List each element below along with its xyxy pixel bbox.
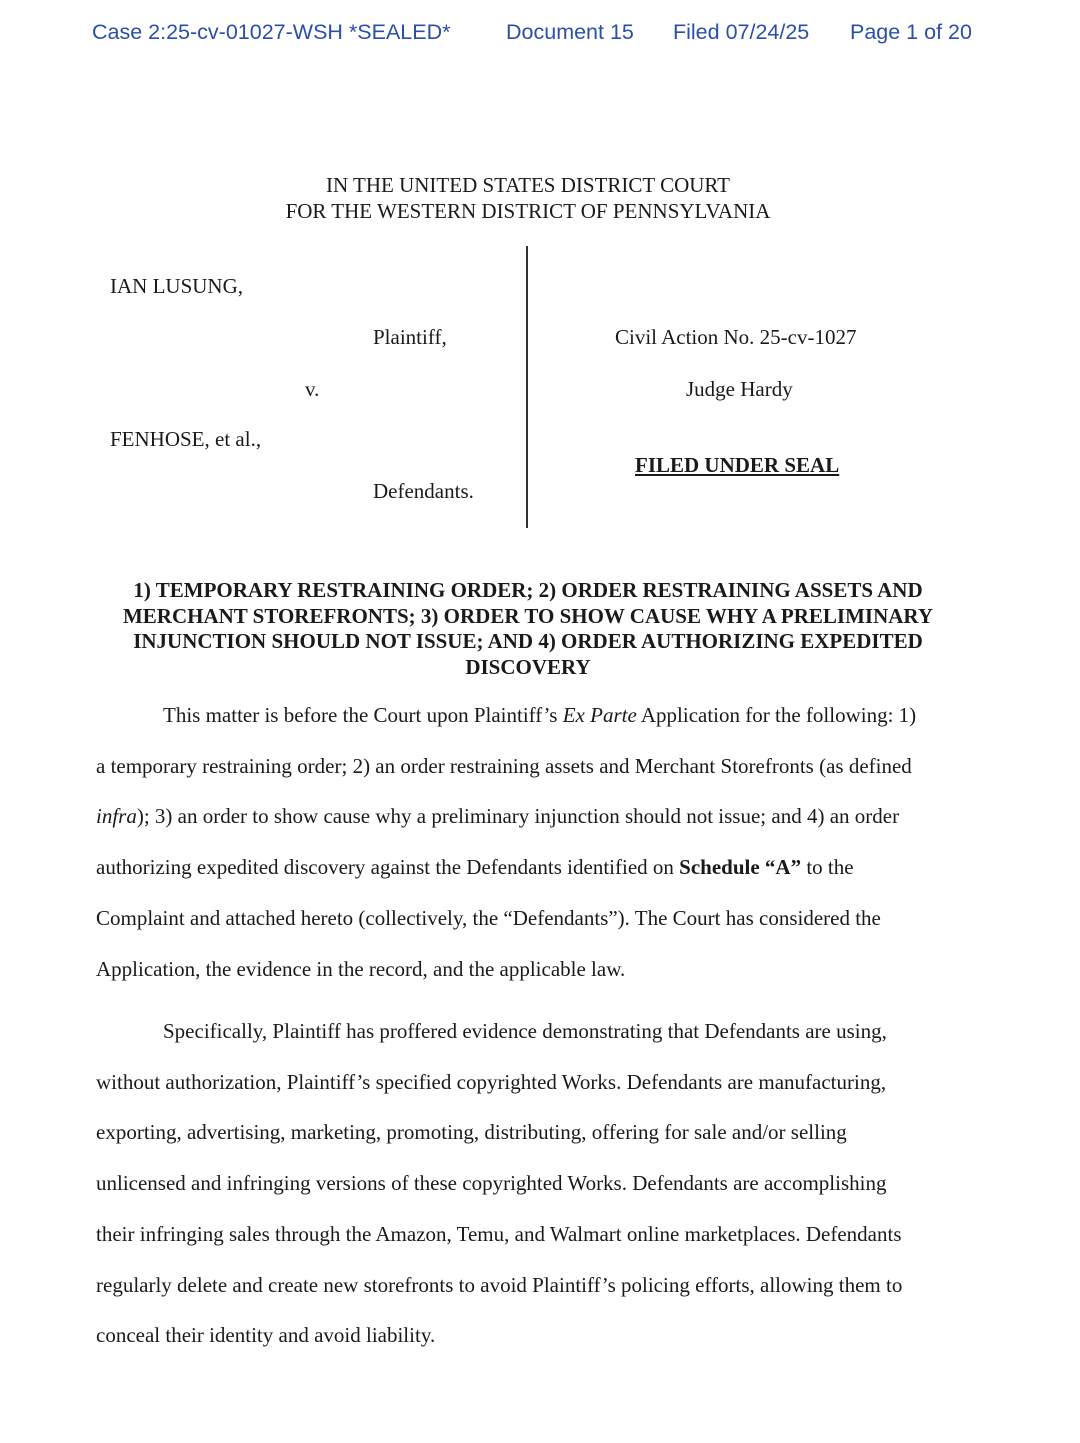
para1-line-5: Complaint and attached hereto (collectively, the “Defendants”). The Court has considered the bbox=[96, 905, 881, 930]
italic-term: Ex Parte bbox=[562, 703, 637, 727]
bold-term: Schedule “A” bbox=[679, 855, 802, 880]
para2-line-3: exporting, advertising, marketing, promoting, distributing, offering for sale and/or selling bbox=[96, 1120, 847, 1145]
text: ); 3) an order to show cause why a preliminary injunction should not issue; and 4) an order bbox=[136, 804, 900, 829]
title-line-3: INJUNCTION SHOULD NOT ISSUE; AND 4) ORDER AUTHORIZING EXPEDITED bbox=[133, 629, 923, 653]
italic-term: infra bbox=[96, 804, 137, 829]
versus: v. bbox=[305, 377, 320, 401]
defendant-name: FENHOSE, et al., bbox=[110, 427, 262, 451]
para2-line-4: unlicensed and infringing versions of these copyrighted Works. Defendants are accomplishing bbox=[96, 1171, 887, 1196]
court-line-2: FOR THE WESTERN DISTRICT OF PENNSYLVANIA bbox=[285, 199, 771, 223]
title-line-1: 1) TEMPORARY RESTRAINING ORDER; 2) ORDER RESTRAINING ASSETS AND bbox=[133, 578, 923, 602]
document-number: Document 15 bbox=[506, 20, 634, 44]
para1-line-4 bbox=[96, 842, 976, 893]
para2-line-6: regularly delete and create new storefronts to avoid Plaintiff’s policing efforts, allowing them to bbox=[96, 1272, 903, 1297]
para2-line-7: conceal their identity and avoid liability. bbox=[96, 1323, 436, 1348]
defendant-role: Defendants. bbox=[373, 479, 474, 503]
page-number: Page 1 of 20 bbox=[850, 20, 972, 44]
text: to the bbox=[801, 855, 854, 880]
order-title bbox=[80, 578, 976, 680]
plaintiff-name: IAN LUSUNG, bbox=[110, 274, 243, 298]
text: This matter is before the Court upon Plaintiff’s bbox=[163, 703, 563, 727]
para1-line-6: Application, the evidence in the record, and the applicable law. bbox=[96, 956, 626, 981]
para1-line-2: a temporary restraining order; 2) an order restraining assets and Merchant Storefronts (as defined bbox=[96, 753, 912, 778]
title-line-4: DISCOVERY bbox=[465, 654, 591, 679]
filed-date: Filed 07/24/25 bbox=[673, 20, 810, 44]
text: Application for the following: 1) bbox=[636, 703, 917, 727]
court-line-1: IN THE UNITED STATES DISTRICT COURT bbox=[325, 173, 731, 197]
caption-divider bbox=[526, 246, 528, 528]
paragraph-1 bbox=[96, 690, 976, 994]
seal-notice: FILED UNDER SEAL bbox=[635, 453, 840, 477]
para2-line-2: without authorization, Plaintiff’s specified copyrighted Works. Defendants are manufacturing, bbox=[96, 1069, 887, 1094]
civil-action-number: Civil Action No. 25-cv-1027 bbox=[615, 325, 857, 349]
text: authorizing expedited discovery against the Defendants identified on bbox=[96, 855, 680, 880]
para2-line-1: Specifically, Plaintiff has proffered evidence demonstrating that Defendants are using, bbox=[163, 1019, 887, 1043]
case-number: Case 2:25-cv-01027-WSH *SEALED* bbox=[92, 20, 451, 44]
court-heading bbox=[0, 172, 1056, 224]
paragraph-2 bbox=[96, 1006, 976, 1361]
para1-line-3 bbox=[96, 791, 976, 842]
title-line-2: MERCHANT STOREFRONTS; 3) ORDER TO SHOW CAUSE WHY A PRELIMINARY bbox=[122, 603, 934, 628]
para2-line-5: their infringing sales through the Amazon, Temu, and Walmart online marketplaces. Defendants bbox=[96, 1221, 902, 1246]
para1-line-1 bbox=[96, 690, 976, 741]
plaintiff-role: Plaintiff, bbox=[373, 325, 447, 349]
judge-name: Judge Hardy bbox=[686, 377, 793, 401]
